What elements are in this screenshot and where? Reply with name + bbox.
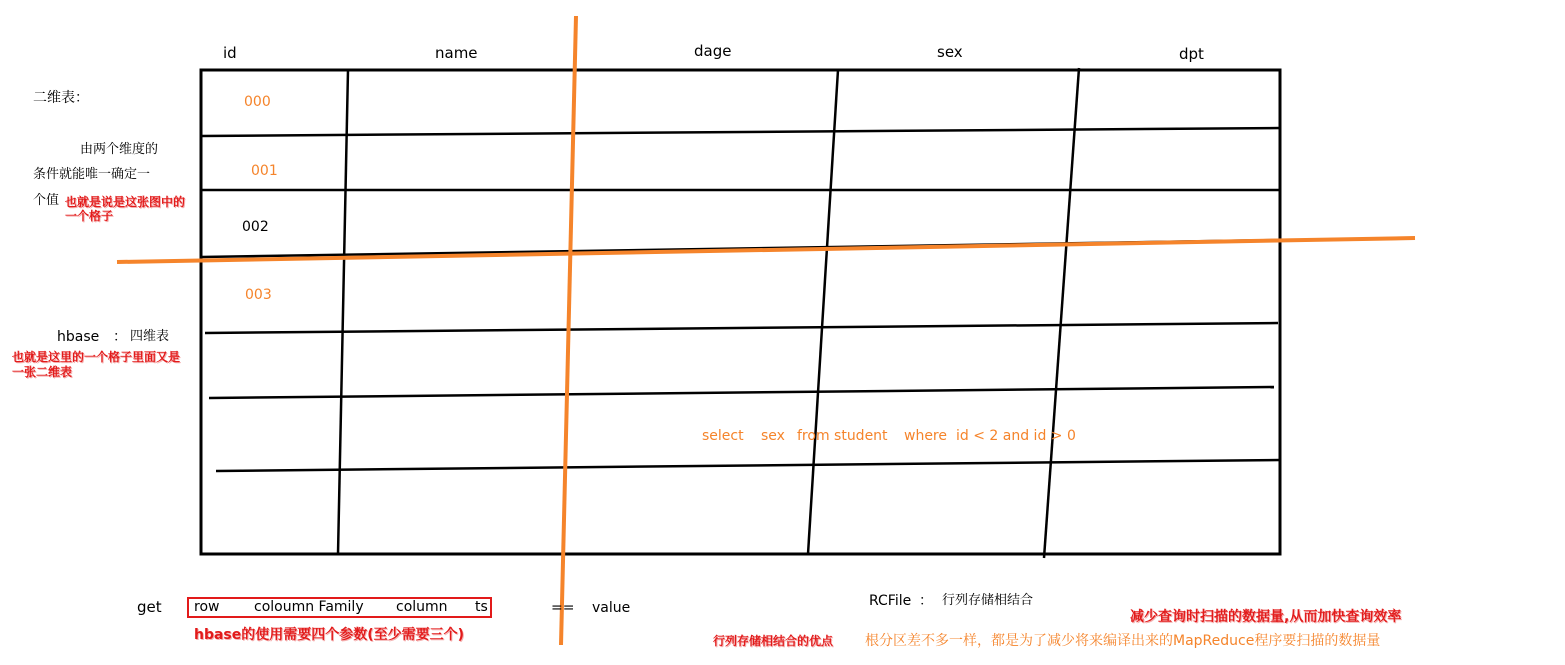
rcfile-advantage-label: 行列存储相结合的优点 bbox=[713, 634, 834, 648]
get-param-row: row bbox=[194, 599, 220, 615]
column-header-id: id bbox=[223, 44, 237, 62]
hbase-label: hbase bbox=[57, 329, 100, 345]
table-border bbox=[201, 70, 1280, 554]
hbase-desc: 四维表 bbox=[130, 329, 170, 344]
rcfile-desc: 行列存储相结合 bbox=[942, 593, 1034, 608]
get-param-ts: ts bbox=[475, 599, 488, 615]
column-header-name: name bbox=[435, 44, 478, 62]
column-header-sex: sex bbox=[937, 43, 963, 61]
two-dim-desc-line1: 由两个维度的 bbox=[80, 142, 159, 157]
rcfile-advantage-desc: 根分区差不多一样，都是为了减少将来编译出来的MapReduce程序要扫描的数据量 bbox=[865, 633, 1381, 649]
rcfile-label: RCFile bbox=[869, 593, 912, 609]
column-line bbox=[808, 70, 838, 554]
two-dim-annotation-line1: 也就是说是这张图中的 bbox=[65, 195, 186, 209]
get-param-column: column bbox=[396, 599, 448, 615]
hbase-annotation-line1: 也就是这里的一个格子里面又是 bbox=[12, 350, 181, 364]
rcfile-headline: 减少查询时扫描的数据量,从而加快查询效率 bbox=[1130, 609, 1402, 625]
hbase-annotation-line2: 一张二维表 bbox=[12, 365, 73, 379]
query-from: from student bbox=[797, 428, 888, 444]
get-result: value bbox=[592, 600, 631, 616]
query-field: sex bbox=[761, 428, 785, 444]
get-keyword: get bbox=[137, 598, 162, 616]
two-dim-title: 二维表： bbox=[33, 90, 89, 106]
hbase-colon: ： bbox=[113, 329, 127, 345]
two-dim-desc-line3: 个值 bbox=[33, 193, 60, 208]
two-dim-annotation-line2: 一个格子 bbox=[65, 209, 114, 223]
query-where: where bbox=[904, 428, 947, 444]
query-select: select bbox=[702, 428, 744, 444]
query-condition: id < 2 and id > 0 bbox=[956, 428, 1076, 444]
row-id-000: 000 bbox=[244, 94, 271, 110]
column-line bbox=[1044, 68, 1079, 558]
row-id-002: 002 bbox=[242, 219, 269, 235]
column-header-dage: dage bbox=[694, 42, 732, 60]
row-line bbox=[216, 460, 1280, 471]
orange-horizontal-cut bbox=[117, 238, 1415, 262]
row-id-001: 001 bbox=[251, 163, 278, 179]
column-header-dpt: dpt bbox=[1179, 45, 1204, 63]
row-line bbox=[209, 387, 1274, 398]
row-line bbox=[205, 323, 1278, 333]
two-dim-desc-line2: 条件就能唯一确定一 bbox=[33, 167, 151, 182]
column-line bbox=[338, 70, 348, 554]
get-annotation: hbase的使用需要四个参数(至少需要三个) bbox=[194, 627, 465, 643]
get-param-column-family: coloumn Family bbox=[254, 599, 364, 615]
row-id-003: 003 bbox=[245, 287, 272, 303]
get-equals: == bbox=[551, 600, 575, 616]
rcfile-colon: ： bbox=[919, 593, 933, 609]
row-line bbox=[201, 128, 1281, 136]
